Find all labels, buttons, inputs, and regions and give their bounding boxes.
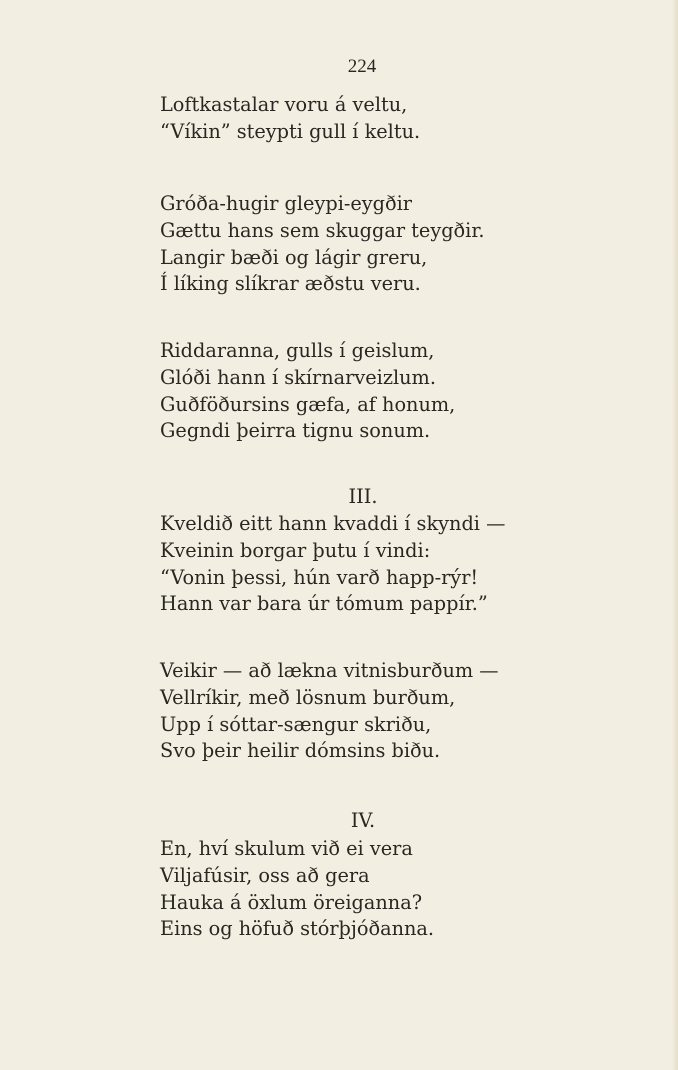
verse-line: Upp í sóttar-sængur skriðu,: [160, 712, 432, 736]
verse-line: Kveldið eitt hann kvaddi í skyndi —: [160, 512, 506, 535]
verse-line: Hann var bara úr tómum pappír.”: [160, 592, 488, 616]
verse-line: Gegndi þeirra tignu sonum.: [160, 419, 431, 443]
section-heading: IV.: [350, 809, 376, 832]
stanza: [160, 511, 505, 618]
section-heading: III.: [348, 485, 378, 508]
verse-line: “Víkin” steypti gull í keltu.: [160, 119, 421, 143]
verse-line: Glóði hann í skírnarveizlum.: [160, 365, 436, 389]
verse-line: Kveinin borgar þutu í vindi:: [160, 538, 431, 562]
verse-line: Svo þeir heilir dómsins biðu.: [160, 739, 441, 763]
stanza: [160, 191, 485, 298]
stanza: [160, 92, 420, 146]
stanza: [160, 836, 434, 943]
verse-line: “Vonin þessi, hún varð happ-rýr!: [160, 565, 479, 589]
stanza: [160, 338, 455, 445]
verse-line: Gættu hans sem skuggar teygðir.: [160, 218, 485, 242]
page-edge-shadow: [672, 0, 678, 1070]
verse-line: Guðföðursins gæfa, af honum,: [160, 392, 456, 416]
verse-line: Viljafúsir, oss að gera: [160, 863, 370, 887]
stanza: [160, 658, 499, 765]
verse-line: Riddaranna, gulls í geislum,: [160, 339, 435, 362]
verse-line: Vellríkir, með lösnum burðum,: [160, 685, 456, 709]
verse-line: Í líking slíkrar æðstu veru.: [160, 272, 421, 296]
verse-line: En, hví skulum við ei vera: [160, 837, 413, 860]
verse-line: Gróða-hugir gleypi-eygðir: [160, 192, 413, 215]
verse-line: Hauka á öxlum öreiganna?: [160, 890, 423, 914]
verse-line: Veikir — að lækna vitnisburðum —: [160, 659, 499, 682]
verse-line: Langir bæði og lágir greru,: [160, 245, 428, 269]
verse-line: Eins og höfuð stórþjóðanna.: [160, 917, 435, 941]
page-number: 224: [347, 56, 377, 77]
verse-line: Loftkastalar voru á veltu,: [160, 93, 408, 116]
